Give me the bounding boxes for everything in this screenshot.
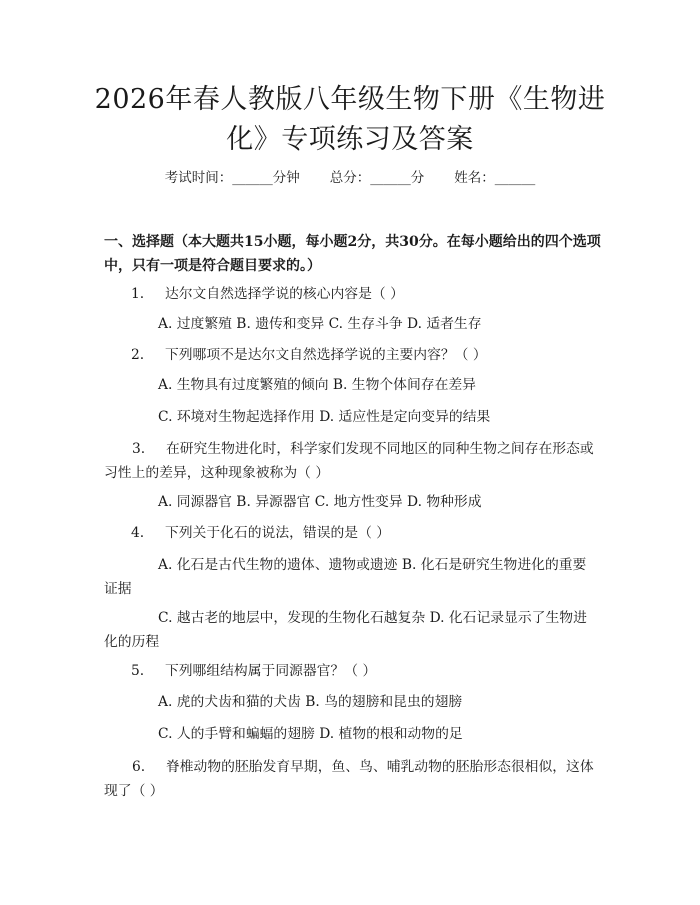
question-number: 3. xyxy=(132,441,146,457)
question-3-options: A. 同源器官 B. 异源器官 C. 地方性变异 D. 物种形成 xyxy=(158,494,482,510)
question-1-options: A. 过度繁殖 B. 遗传和变异 C. 生存斗争 D. 适者生存 xyxy=(158,316,482,332)
question-number: 4. xyxy=(131,525,145,541)
question-3 xyxy=(104,437,600,485)
exam-meta xyxy=(0,168,700,188)
question-2-options-line-2: C. 环境对生物起选择作用 D. 适应性是定向变异的结果 xyxy=(158,409,491,425)
page-title: 2026年春人教版八年级生物下册《生物进化》专项练习及答案 xyxy=(94,84,606,155)
question-5-options-line-1: A. 虎的犬齿和猫的犬齿 B. 鸟的翅膀和昆虫的翅膀 xyxy=(158,694,463,710)
question-stem: 达尔文自然选择学说的核心内容是（ ） xyxy=(164,286,404,302)
question-2 xyxy=(131,343,487,367)
question-number: 5. xyxy=(131,663,145,679)
total-score-field: 总分：______分 xyxy=(329,170,425,186)
question-4 xyxy=(131,521,390,545)
section-heading: 一、选择题（本大题共15小题，每小题2分，共30分。在每小题给出的四个选项中，只有一项是符合题目要求的。） xyxy=(104,234,601,274)
question-stem: 在研究生物进化时，科学家们发现不同地区的同种生物之间存在形态或习性上的差异，这种现象被称为（ ） xyxy=(104,441,594,481)
question-stem: 下列关于化石的说法，错误的是（ ） xyxy=(164,525,391,541)
question-1 xyxy=(131,282,404,306)
name-field: 姓名：______ xyxy=(454,170,536,186)
question-5-options-line-2: C. 人的手臂和蝙蝠的翅膀 D. 植物的根和动物的足 xyxy=(158,726,463,742)
question-2-options-line-1: A. 生物具有过度繁殖的倾向 B. 生物个体间存在差异 xyxy=(158,377,476,393)
question-4-options-line-2: C. 越古老的地层中，发现的生物化石越复杂 D. 化石记录显示了生物进化的历程 xyxy=(104,610,587,650)
question-5 xyxy=(131,659,376,683)
question-stem: 下列哪项不是达尔文自然选择学说的主要内容？（ ） xyxy=(164,347,487,363)
question-4-options-line-1: A. 化石是古代生物的遗体、遗物或遗迹 B. 化石是研究生物进化的重要证据 xyxy=(104,557,587,597)
question-6 xyxy=(104,755,600,803)
question-number: 6. xyxy=(132,759,146,775)
exam-time-field: 考试时间：______分钟 xyxy=(164,170,300,186)
question-number: 1. xyxy=(131,286,145,302)
question-stem: 下列哪组结构属于同源器官？（ ） xyxy=(164,663,377,679)
question-number: 2. xyxy=(131,347,145,363)
question-stem: 脊椎动物的胚胎发育早期，鱼、鸟、哺乳动物的胚胎形态很相似，这体现了（ ） xyxy=(104,759,594,799)
